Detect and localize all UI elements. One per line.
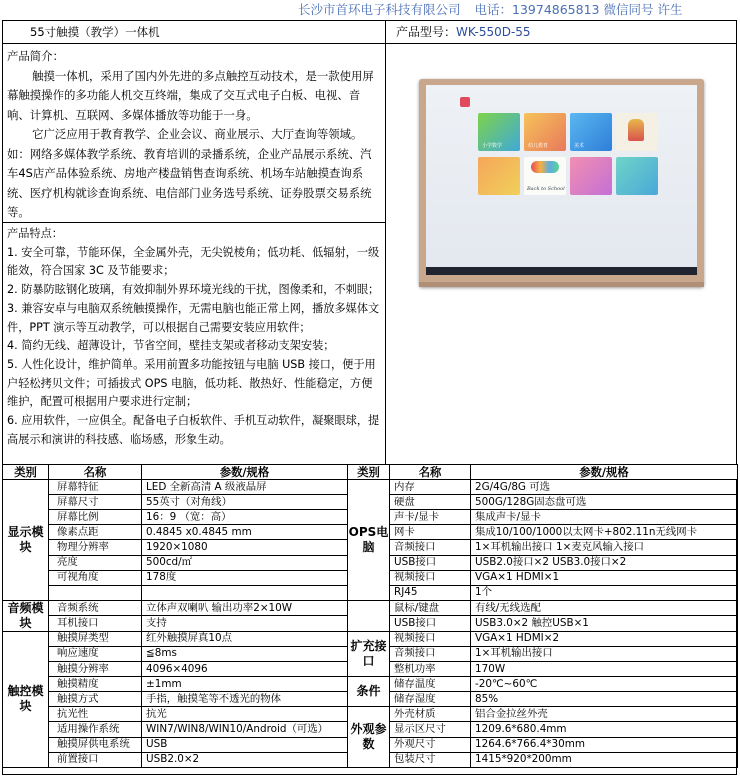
taskbar xyxy=(426,267,697,275)
product-features xyxy=(2,223,386,464)
feature-item: 2. 防暴防眩钢化玻璃，有效抑制外界环境光线的干扰，图像柔和，不刺眼； xyxy=(7,283,380,297)
param-name: 响应速度 xyxy=(49,646,142,661)
param-value: 有线/无线选配 xyxy=(471,600,738,616)
param-value: 4096×4096 xyxy=(142,662,348,677)
param-value: 1920×1080 xyxy=(142,540,348,555)
param-value xyxy=(142,585,348,600)
param-value: 1×耳机输出接口 1×麦克风输入接口 xyxy=(471,540,738,555)
device-bottom-bezel xyxy=(419,282,704,287)
param-value: 85% xyxy=(471,692,738,707)
param-name: 硬盘 xyxy=(390,495,471,510)
param-value: LED 全新高清 A 级液晶屏 xyxy=(142,480,348,495)
category-cell: 扩充接口 xyxy=(348,631,390,676)
feature-item: 3. 兼容安卓与电脑双系统触摸操作，无需电脑也能正常上网，播放多媒体文件，PPT 演示等互动教学，可以根据自己需要安装应用软件； xyxy=(7,301,380,334)
model-cell xyxy=(386,20,737,44)
screen-tile xyxy=(616,157,658,195)
param-value: USB xyxy=(142,737,348,752)
app-logo-icon xyxy=(460,97,470,107)
spec-row xyxy=(3,631,738,646)
param-name: 包装尺寸 xyxy=(390,752,471,767)
param-value: 0.4845 x0.4845 mm xyxy=(142,525,348,540)
param-name: 物理分辨率 xyxy=(49,540,142,555)
param-name: 鼠标/键盘 xyxy=(390,600,471,616)
param-name: 前置接口 xyxy=(49,752,142,767)
param-name: 内存 xyxy=(390,480,471,495)
screen-tile xyxy=(478,157,520,195)
col-header: 类别 xyxy=(3,465,49,480)
param-value: 手指，触摸笔等不透光的物体 xyxy=(142,692,348,707)
param-value: VGA×1 HDMI×2 xyxy=(471,631,738,646)
col-header: 参数/规格 xyxy=(142,465,348,480)
features-heading: 产品特点： xyxy=(7,227,63,240)
param-name: 声卡/显卡 xyxy=(390,510,471,525)
param-value: 178度 xyxy=(142,570,348,585)
param-name: 屏幕特征 xyxy=(49,480,142,495)
screen-tile xyxy=(616,113,658,151)
param-value: ±1mm xyxy=(142,677,348,692)
product-photo xyxy=(386,44,737,464)
param-value: 1个 xyxy=(471,585,738,600)
category-cell: OPS电脑 xyxy=(348,480,390,601)
param-value: 抗光 xyxy=(142,707,348,722)
model-value: WK-550D-55 xyxy=(456,25,531,39)
param-name: 耳机接口 xyxy=(49,616,142,632)
category-cell: 外观参数 xyxy=(348,707,390,767)
product-name: 55寸触摸（教学）一体机 xyxy=(2,20,386,44)
device-screen xyxy=(426,85,697,275)
col-header: 名称 xyxy=(390,465,471,480)
param-name: 抗光性 xyxy=(49,707,142,722)
param-value: ≦8ms xyxy=(142,646,348,661)
screen-tile xyxy=(570,157,612,195)
param-value: 集成10/100/1000以太网卡+802.11n无线网卡 xyxy=(471,525,738,540)
touchscreen-device-image xyxy=(419,79,704,287)
param-value: 集成声卡/显卡 xyxy=(471,510,738,525)
param-value: 1209.6*680.4mm xyxy=(471,722,738,737)
param-name: 触摸屏类型 xyxy=(49,631,142,646)
param-value: 55英寸（对角线） xyxy=(142,495,348,510)
param-name: 像素点距 xyxy=(49,525,142,540)
category-cell: 显示模块 xyxy=(3,480,49,601)
intro-paragraph: 它广泛应用于教育教学、企业会议、商业展示、大厅查询等领域。如：网络多媒体教学系统、教育培训的录播系统，企业产品展示系统、汽车4S店产品体验系统、房地产楼盘销售查询系统、机场车站触摸查询系统、医疗机构就诊查询系统、电信部门业务选号系统、证券股票交易系统等。 xyxy=(7,127,372,219)
param-name: RJ45 xyxy=(390,585,471,600)
param-name xyxy=(49,585,142,600)
param-value: 16：9 （宽：高） xyxy=(142,510,348,525)
param-name: 触摸精度 xyxy=(49,677,142,692)
param-name: USB接口 xyxy=(390,555,471,570)
contact-info: 电话：13974865813 微信同号 许生 xyxy=(474,2,683,17)
model-label: 产品型号： xyxy=(396,25,457,39)
category-cell xyxy=(348,600,390,631)
param-value: 1264.6*766.4*30mm xyxy=(471,737,738,752)
param-value: VGA×1 HDMI×1 xyxy=(471,570,738,585)
category-cell: 条件 xyxy=(348,677,390,707)
param-name: 触摸屏供电系统 xyxy=(49,737,142,752)
param-name: 储存温度 xyxy=(390,677,471,692)
param-value: 2G/4G/8G 可选 xyxy=(471,480,738,495)
param-name: 亮度 xyxy=(49,555,142,570)
param-value: 铝合金拉丝外壳 xyxy=(471,707,738,722)
param-name: 视频接口 xyxy=(390,570,471,585)
param-name: 音频接口 xyxy=(390,540,471,555)
col-header: 参数/规格 xyxy=(471,465,738,480)
screen-tile: 小学数学 xyxy=(478,113,520,151)
param-name: 外观尺寸 xyxy=(390,737,471,752)
col-header: 类别 xyxy=(348,465,390,480)
param-name: 网卡 xyxy=(390,525,471,540)
param-value: -20℃~60℃ xyxy=(471,677,738,692)
param-name: 储存湿度 xyxy=(390,692,471,707)
category-cell: 触控模块 xyxy=(3,631,49,767)
param-name: USB接口 xyxy=(390,616,471,632)
spec-row xyxy=(3,707,738,722)
param-name: 整机功率 xyxy=(390,662,471,677)
product-intro xyxy=(2,44,386,223)
param-value: 170W xyxy=(471,662,738,677)
col-header: 名称 xyxy=(49,465,142,480)
param-name: 触摸方式 xyxy=(49,692,142,707)
param-name: 适用操作系统 xyxy=(49,722,142,737)
screen-tile: Back to School xyxy=(524,157,566,195)
screen-tile: 幼儿教育 xyxy=(524,113,566,151)
page-header xyxy=(298,0,740,20)
param-name: 视频接口 xyxy=(390,631,471,646)
feature-item: 6. 应用软件，一应俱全。配备电子白板软件、手机互动软件，凝聚眼球，提高展示和演讲的科技感、临场感，形象生动。 xyxy=(7,414,380,446)
spec-row xyxy=(3,480,738,495)
param-name: 音频系统 xyxy=(49,600,142,616)
param-name: 可视角度 xyxy=(49,570,142,585)
feature-item: 1. 安全可靠，节能环保，全金属外壳，无尖锐棱角；低功耗、低辐射，一级能效，符合国家 3C 及节能要求； xyxy=(7,245,380,278)
param-value: WIN7/WIN8/WIN10/Android（可选） xyxy=(142,722,348,737)
intro-heading: 产品简介： xyxy=(7,49,64,63)
feature-item: 4. 简约无线、超薄设计，节省空间，壁挂支架或者移动支架安装； xyxy=(7,339,335,353)
spec-header-row xyxy=(3,465,738,480)
param-name: 触摸分辨率 xyxy=(49,662,142,677)
param-value: 立体声双喇叭 输出功率2×10W xyxy=(142,600,348,616)
spec-row xyxy=(3,600,738,616)
feature-item: 5. 人性化设计，维护简单。采用前置多功能按钮与电脑 USB 接口，便于用户轻松拷贝文件；可插拔式 OPS 电脑，低功耗、散热好、性能稳定，方便维护，配置可根据用户要求进行定制； xyxy=(7,357,376,409)
param-value: USB3.0×2 触控USB×1 xyxy=(471,616,738,632)
param-name: 屏幕尺寸 xyxy=(49,495,142,510)
spec-table xyxy=(2,464,738,768)
param-value: 500cd/㎡ xyxy=(142,555,348,570)
category-cell: 音频模块 xyxy=(3,600,49,631)
param-value: 1×耳机输出接口 xyxy=(471,646,738,661)
param-value: 500G/128G固态盘可选 xyxy=(471,495,738,510)
param-value: 支持 xyxy=(142,616,348,632)
param-name: 显示区尺寸 xyxy=(390,722,471,737)
param-name: 外壳材质 xyxy=(390,707,471,722)
param-name: 屏幕比例 xyxy=(49,510,142,525)
param-value: USB2.0接口×2 USB3.0接口×2 xyxy=(471,555,738,570)
param-name: 音频接口 xyxy=(390,646,471,661)
spec-row xyxy=(3,677,738,692)
screen-tile: 美术 xyxy=(570,113,612,151)
param-value: 红外触摸屏真10点 xyxy=(142,631,348,646)
intro-paragraph: 触摸一体机，采用了国内外先进的多点触控互动技术，是一款使用屏幕触摸操作的多功能人机交互终端，集成了交互式电子白板、电视、音响、计算机、互联网、多媒体播放等功能于一身。 xyxy=(7,68,374,122)
param-value: 1415*920*200mm xyxy=(471,752,738,767)
param-value: USB2.0×2 xyxy=(142,752,348,767)
company-name: 长沙市首环电子科技有限公司 xyxy=(298,2,461,17)
